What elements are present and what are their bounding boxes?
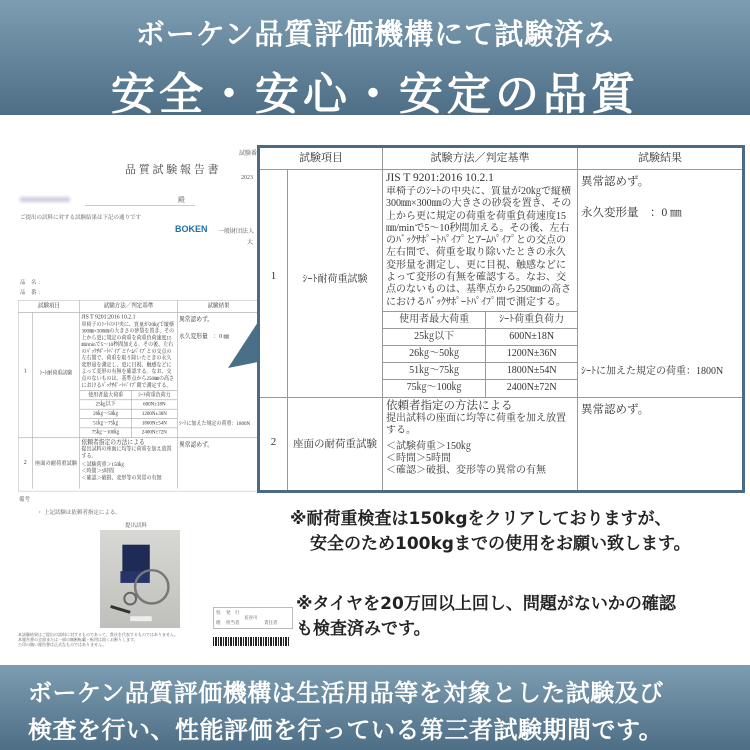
load-cell: 26㎏～50㎏ <box>80 409 131 418</box>
load-cell: 75㎏～100㎏ <box>80 428 131 437</box>
stamp-cell: 責任者 <box>264 620 278 625</box>
method-condition: ＜時間＞5時間 <box>81 468 114 475</box>
note-line: も検査済みです。 <box>296 619 431 639</box>
load-cell: 51㎏～75㎏ <box>383 363 486 380</box>
method-description: 車椅子のｼｰﾄの中央に、質量が20㎏で縦横300㎜×300㎜の大きさの砂袋を置き、その上から更に規定の荷重を荷重負荷速度15㎜/minで5～10秒間加える。その後、左右のﾊﾞｯｸｻﾎﾟｰﾄﾊﾟｲﾌﾟとｱｰﾑﾊﾟｲﾌﾟとの交点の左右間で、荷重を取り除いたときの永久変形量を測定し、更に目視、触感などによって変形の有無を確認する。なお、交点のないものは、基準点から250㎜の高さにおけるﾊﾞｯｸｻﾎﾟｰﾄﾊﾟｲﾌﾟ間で測定する。 <box>81 321 175 389</box>
approval-stamp-box <box>213 607 293 629</box>
applied-load: ｼｰﾄに加えた規定の荷重：1800N <box>581 366 724 377</box>
test-method-cell <box>383 170 578 398</box>
load-cell: 26㎏～50㎏ <box>383 346 486 363</box>
method-standard: JIS T 9201:2016 10.2.1 <box>386 172 494 184</box>
load-header: ｼｰﾄ荷重負荷力 <box>131 390 177 399</box>
footnote-line: 公印の無い報告書は正式なものではありません。 <box>18 642 107 647</box>
load-cell: 600N±18N <box>131 400 177 409</box>
load-header: 使用者最大荷重 <box>383 312 486 329</box>
row-number: 2 <box>260 398 288 490</box>
boken-logo: BOKEN <box>175 224 208 234</box>
product-number-label: 品 番 ： <box>20 290 44 296</box>
report-title: 品 質 試 験 報 告 書 <box>125 164 219 176</box>
load-cell: 600N±18N <box>486 329 577 346</box>
remarks-label: 備考 <box>19 497 31 503</box>
footer-banner <box>0 665 750 750</box>
header-test-result: 試験結果 <box>578 148 742 170</box>
product-name-label: 品 名 ： <box>20 280 44 286</box>
stamp-cell: 理 <box>216 620 221 625</box>
load-cell: 1800N±54N <box>486 363 577 380</box>
load-cell: 1200N±36N <box>131 409 177 418</box>
result-text: 異常認めず。 <box>179 441 214 448</box>
report-intro: ご提出の試料に対する試験結果は下記の通りです <box>20 215 142 221</box>
test-item-name: ｼｰﾄ耐荷重試験 <box>288 170 383 398</box>
method-condition: ＜確認＞破損、変形等の異常の有無 <box>386 465 546 476</box>
applied-load: ｼｰﾄに加えた規定の荷重：1800N <box>179 420 251 427</box>
report-footnote <box>18 632 178 647</box>
stamp-cell: 処 <box>216 610 221 615</box>
tire-note <box>296 592 676 642</box>
method-description: 車椅子のｼｰﾄの中央に、質量が20㎏で縦横300㎜×300㎜の大きさの砂袋を置き、その上から更に規定の荷重を荷重負荷速度15㎜/minで5～10秒間加える。その後、左右のﾊﾞｯｸｻﾎﾟｰﾄﾊﾟｲﾌﾟとｱｰﾑﾊﾟｲﾌﾟとの交点の左右間で、荷重を取り除いたときの永久変形量を測定し、更に目視、触感などによって変形の有無を確認する。なお、交点のないものは、基準点から250㎜の高さにおけるﾊﾞｯｸｻﾎﾟｰﾄﾊﾟｲﾌﾟ間で測定する。 <box>386 186 572 308</box>
method-condition: ＜試験荷重＞150㎏ <box>81 461 124 468</box>
barcode <box>213 637 289 646</box>
permanent-deformation: 永久変形量 ：0 ㎜ <box>179 333 230 340</box>
row-number: 1 <box>260 170 288 398</box>
stamp-cell: 発 行 <box>226 610 240 615</box>
test-number-label: 試験番 <box>239 151 258 157</box>
result-text: 異常認めず。 <box>179 315 214 323</box>
sample-label: 提出試料 <box>125 523 148 529</box>
honorific: 殿 <box>178 196 185 204</box>
load-header: ｼｰﾄ荷重負荷力 <box>486 312 577 329</box>
test-method-cell <box>383 398 578 490</box>
footer-line: 検査を行い、性能評価を行っている第三者試験期間です。 <box>28 716 664 744</box>
method-standard: JIS T 9201:2016 10.2.1 <box>81 313 136 321</box>
permanent-deformation: 永久変形量 ：0 ㎜ <box>581 207 682 219</box>
wheelchair-photo <box>100 530 180 628</box>
footnote-line: 本報告書の全部または一部の無断転載・転用は固くお断りします。 <box>18 637 138 642</box>
callout-pointer <box>0 0 260 400</box>
test-item-name: 座面の耐荷重試験 <box>33 438 81 489</box>
load-cell: 1200N±36N <box>486 346 577 363</box>
stamp-cell: 担当者 <box>226 620 240 625</box>
header-title: 安全・安心・安定の品質 <box>111 69 639 120</box>
load-cell: 1800N±54N <box>131 419 177 428</box>
header-test-item: 試験項目 <box>19 301 81 313</box>
row-number: 2 <box>19 438 33 489</box>
method-standard: 依頼者指定の方法による <box>386 400 513 412</box>
test-method-cell <box>80 438 178 489</box>
stamp-cell: 長谷川 <box>244 615 258 620</box>
test-results-table <box>257 145 745 493</box>
header-test-method: 試験方法／判定基準 <box>80 301 178 313</box>
load-note <box>290 507 691 557</box>
load-cell: 2400N±72N <box>486 380 577 397</box>
row-number: 1 <box>19 313 33 438</box>
note-line: 安全のため100kgまでの使用をお願い致します。 <box>310 534 691 554</box>
test-item-name: ｼｰﾄ耐荷重試験 <box>33 313 81 438</box>
org-label: 一般財団法人 <box>218 229 255 235</box>
method-condition: ＜試験荷重＞150㎏ <box>386 441 471 452</box>
header-test-item: 試験項目 <box>260 148 383 170</box>
method-condition: ＜時間＞5時間 <box>386 453 451 464</box>
header-subtitle: ボーケン品質評価機構にて試験済み <box>135 17 615 51</box>
footnote-line: 本試験結果はご提出の試料に対するものであって、貴社を代表するものではありません。 <box>18 632 179 637</box>
load-cell: 25㎏以下 <box>80 400 131 409</box>
note-line: ※タイヤを20万回以上回し、問題がないかの確認 <box>296 594 676 614</box>
load-table <box>383 311 577 397</box>
load-cell: 51㎏～75㎏ <box>80 419 131 428</box>
org-label-2: 大 <box>247 240 254 246</box>
load-cell: 25㎏以下 <box>383 329 486 346</box>
note-line: ※耐荷重検査は150kgをクリアしておりますが、 <box>290 509 672 529</box>
header-test-method: 試験方法／判定基準 <box>383 148 578 170</box>
method-description: 提出試料の座面に均等に荷重を加え放置する。 <box>81 446 172 459</box>
method-description: 提出試料の座面に均等に荷重を加え放置する。 <box>386 413 566 436</box>
method-standard: 依頼者指定の方法による <box>81 439 145 446</box>
remarks-text: ・ 上記試験は依頼者指定による。 <box>37 510 121 516</box>
test-result-cell <box>578 170 742 398</box>
result-text: 異常認めず。 <box>581 176 650 188</box>
header-test-result: 試験結果 <box>178 301 260 313</box>
report-year: 2023 <box>241 175 253 181</box>
footer-line: ボーケン品質評価機構は生活用品等を対象とした試験及び <box>28 679 664 707</box>
result-text: 異常認めず。 <box>581 404 650 416</box>
load-header: 使用者最大荷重 <box>80 390 131 399</box>
test-item-name: 座面の耐荷重試験 <box>288 398 383 490</box>
load-cell: 75㎏～100㎏ <box>383 380 486 397</box>
method-condition: ＜確認＞破損、変形等の異常の有無 <box>81 474 162 481</box>
load-cell: 2400N±72N <box>131 428 177 437</box>
